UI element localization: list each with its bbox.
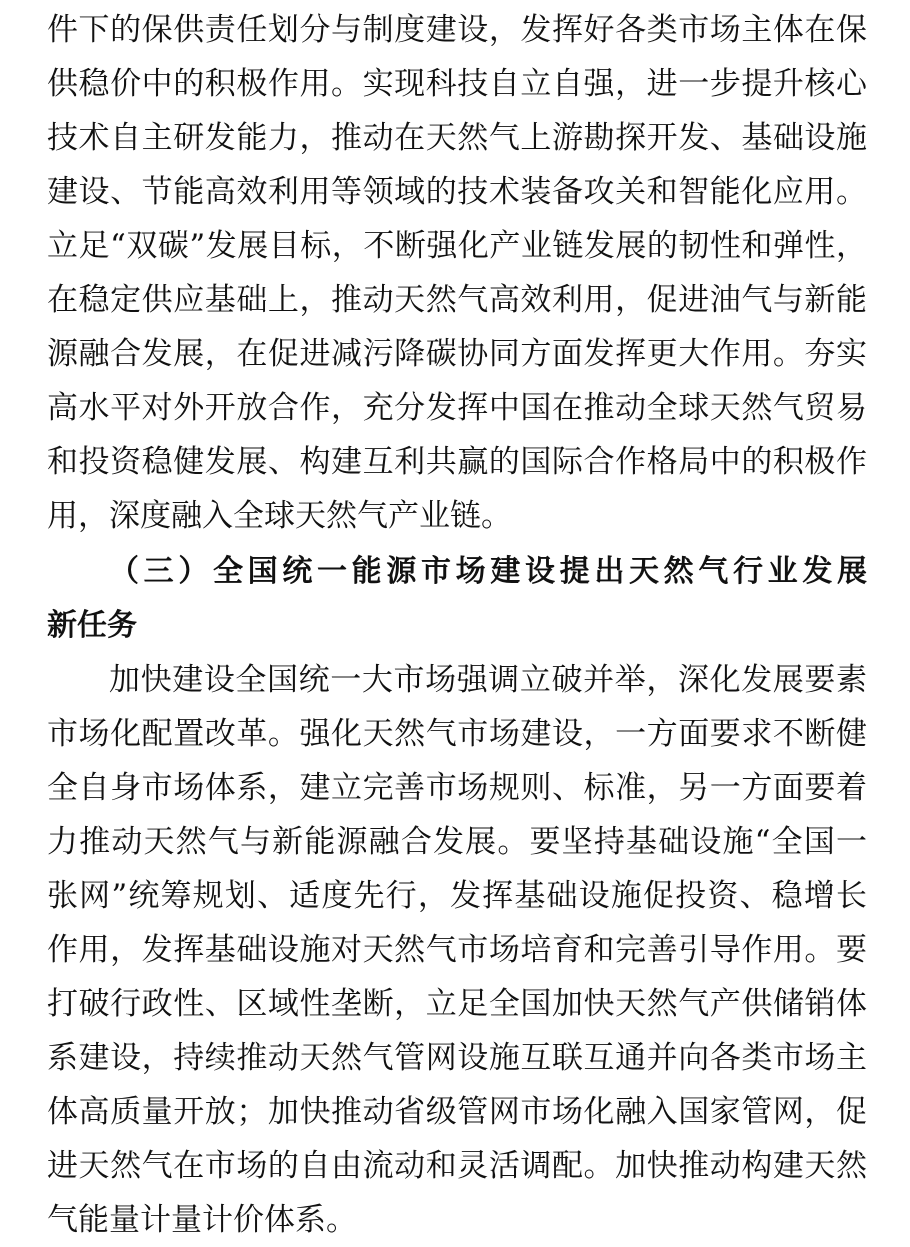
text-line: 用，深度融入全球天然气产业链。 (47, 498, 512, 534)
text-line: 立足“双碳”发展目标，不断强化产业链发展的韧性和弹性， (47, 228, 867, 264)
text-line: 技术自主研发能力，推动在天然气上游勘探开发、基础设施 (47, 120, 867, 156)
text-line: 供稳价中的积极作用。实现科技自立自强，进一步提升核心 (47, 66, 867, 102)
text-line: 张网”统筹规划、适度先行，发挥基础设施促投资、稳增长 (47, 878, 867, 914)
text-line: 力推动天然气与新能源融合发展。要坚持基础设施“全国一 (47, 824, 867, 860)
text-line: 件下的保供责任划分与制度建设，发挥好各类市场主体在保 (47, 12, 867, 48)
text-line: 和投资稳健发展、构建互利共赢的国际合作格局中的积极作 (47, 444, 867, 480)
paragraph-2 (47, 653, 867, 1247)
text-line: 全自身市场体系，建立完善市场规则、标准，另一方面要着 (47, 770, 867, 806)
paragraph-1 (47, 3, 867, 543)
heading-line: （三）全国统一能源市场建设提出天然气行业发展 (109, 554, 867, 589)
text-line: 加快建设全国统一大市场强调立破并举，深化发展要素 (109, 662, 867, 698)
text-line: 系建设，持续推动天然气管网设施互联互通并向各类市场主 (47, 1040, 867, 1076)
text-line: 作用，发挥基础设施对天然气市场培育和完善引导作用。要 (47, 932, 867, 968)
text-line: 建设、节能高效利用等领域的技术装备攻关和智能化应用。 (47, 174, 867, 210)
text-line: 打破行政性、区域性垄断，立足全国加快天然气产供储销体 (47, 986, 867, 1022)
text-line: 进天然气在市场的自由流动和灵活调配。加快推动构建天然 (47, 1148, 867, 1184)
text-line: 市场化配置改革。强化天然气市场建设，一方面要求不断健 (47, 716, 867, 752)
text-line: 源融合发展，在促进减污降碳协同方面发挥更大作用。夯实 (47, 336, 867, 372)
text-line: 在稳定供应基础上，推动天然气高效利用，促进油气与新能 (47, 282, 867, 318)
heading-line: 新任务 (47, 608, 137, 643)
text-line: 体高质量开放；加快推动省级管网市场化融入国家管网，促 (47, 1094, 867, 1130)
section-heading (47, 545, 867, 653)
document-page (47, 0, 867, 1247)
text-line: 高水平对外开放合作，充分发挥中国在推动全球天然气贸易 (47, 390, 867, 426)
text-line: 气能量计量计价体系。 (47, 1202, 357, 1238)
